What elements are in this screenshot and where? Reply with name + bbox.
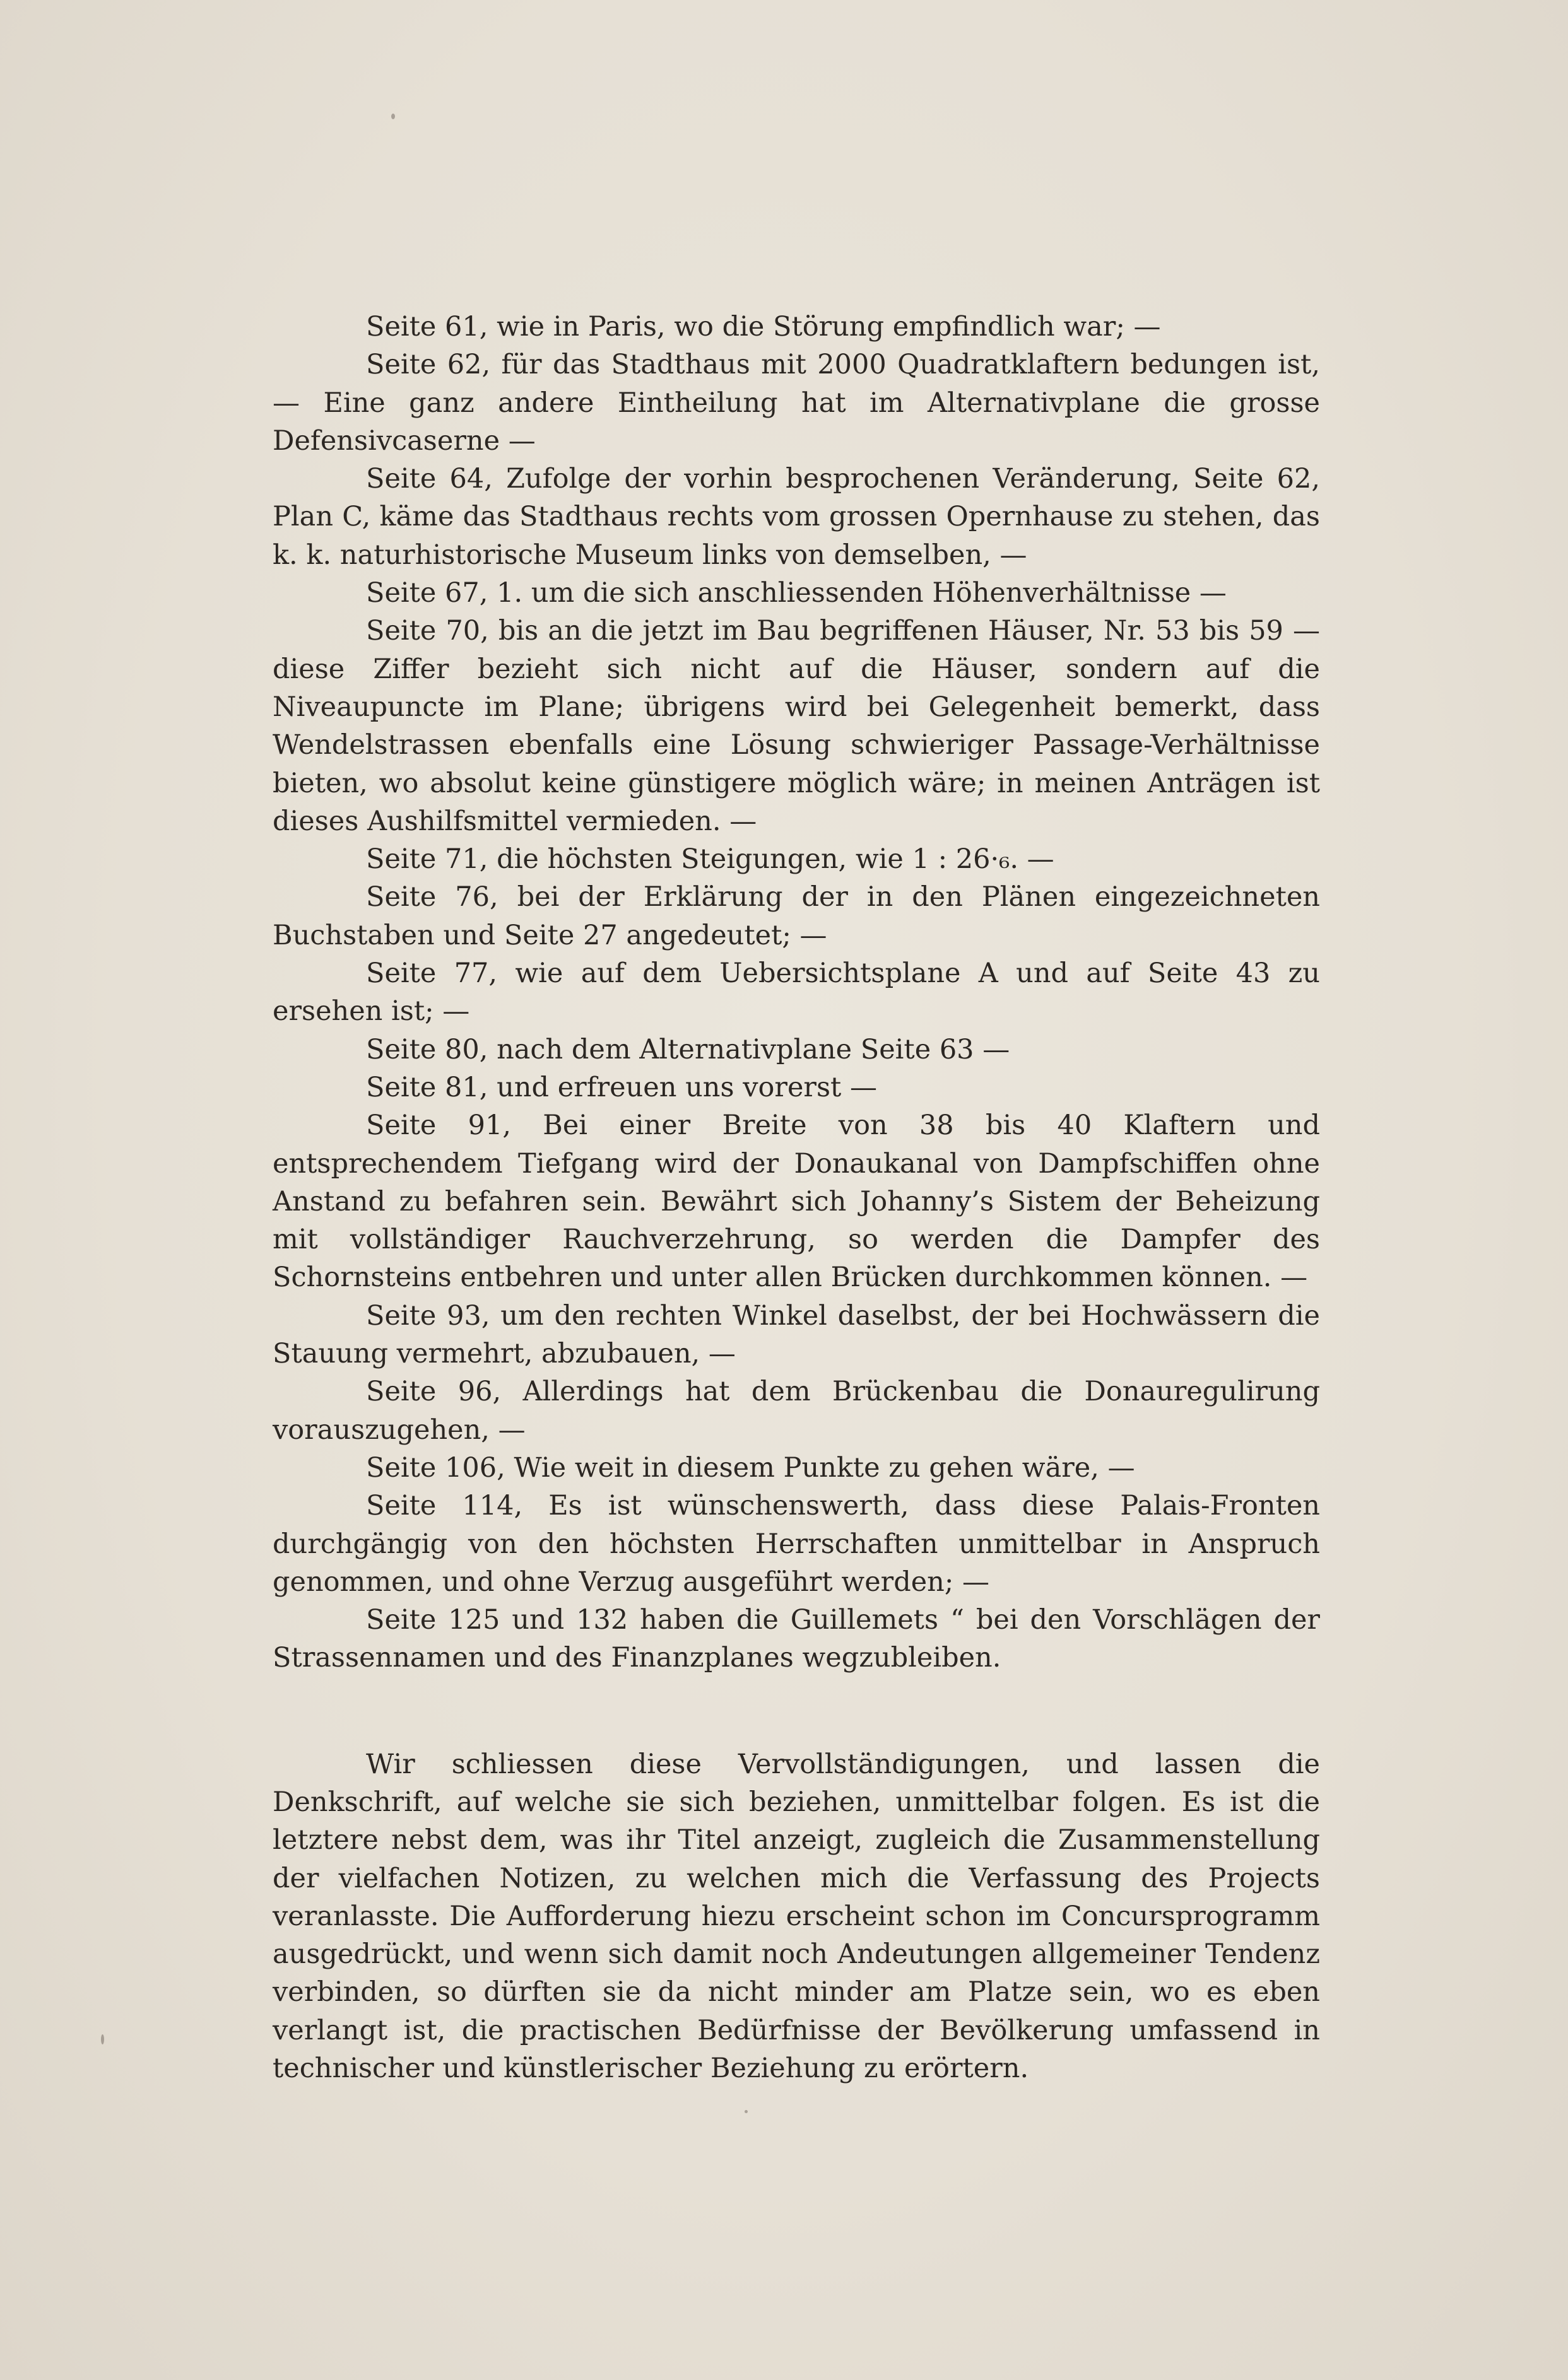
- errata-entry: Seite 67, 1. um die sich anschliessenden Höhenverhältnisse —: [366, 577, 1227, 609]
- closing-section: [273, 1745, 1320, 2088]
- errata-entry: Seite 61, wie in Paris, wo die Störung empfindlich war; —: [366, 311, 1161, 343]
- closing-paragraph: Wir schliessen diese Vervollständigungen, und lassen die Denkschrift, auf welche sie sich beziehen, unmittelbar folgen. Es ist die letztere nebst dem, was ihr Titel anzeigt, zugleich die Zusammenstellung der vielfachen Notizen, zu welchen mich die Verfassung des Projects veranlasste. Die Aufforderung hiezu erscheint schon im Concursprogramm ausgedrückt, und wenn sich damit noch Andeutungen allgemeiner Tendenz verbinden, so dürften sie da nicht minder am Platze sein, wo es eben verlangt ist, die practischen Bedürfnisse der Bevölkerung umfassend in technischer und künstlerischer Beziehung zu erörtern.: [273, 1748, 1320, 2085]
- errata-entry: Seite 106, Wie weit in diesem Punkte zu gehen wäre, —: [366, 1451, 1135, 1484]
- errata-entry: Seite 81, und erfreuen uns vorerst —: [366, 1071, 877, 1103]
- errata-entry: Seite 76, bei der Erklärung der in den Plänen eingezeichneten Buchstaben und Seite 27 angedeutet; —: [273, 881, 1320, 951]
- paper-speck: [391, 114, 395, 119]
- errata-entry: Seite 77, wie auf dem Uebersichtsplane A und auf Seite 43 zu ersehen ist; —: [273, 958, 1320, 1028]
- errata-entry: Seite 125 und 132 haben die Guillemets “ bei den Vorschlägen der Strassennamen und des Finanzplanes wegzubleiben.: [273, 1604, 1320, 1674]
- errata-entry: Seite 71, die höchsten Steigungen, wie 1 : 26·₆. —: [366, 843, 1054, 876]
- errata-entry: Seite 64, Zufolge der vorhin besprochenen Veränderung, Seite 62, Plan C, käme das Stadthaus rechts vom grossen Opernhause zu stehen, das k. k. naturhistorische Museum links von demselben, —: [273, 463, 1320, 571]
- errata-entry: Seite 93, um den rechten Winkel daselbst, der bei Hochwässern die Stauung vermehrt, abzubauen, —: [273, 1299, 1320, 1370]
- errata-entry: Seite 80, nach dem Alternativplane Seite 63 —: [366, 1033, 1010, 1065]
- paper-speck: [745, 2110, 748, 2113]
- errata-list: [273, 308, 1320, 1677]
- errata-entry: Seite 70, bis an die jetzt im Bau begriffenen Häuser, Nr. 53 bis 59 — diese Ziffer bezieht sich nicht auf die Häuser, sondern auf die Niveaupuncte im Plane; übrigens wird bei Gelegenheit bemerkt, dass Wendelstrassen ebenfalls eine Lösung schwieriger Passage-Verhältnisse bieten, wo absolut keine günstigere möglich wäre; in meinen Anträgen ist dieses Aushilfsmittel vermieden. —: [273, 615, 1320, 837]
- errata-entry: Seite 91, Bei einer Breite von 38 bis 40 Klaftern und entsprechendem Tiefgang wird der Donaukanal von Dampfschiffen ohne Anstand zu befahren sein. Bewährt sich Johanny’s Sistem der Beheizung mit vollständiger Rauchverzehrung, so werden die Dampfer des Schornsteins entbehren und unter allen Brücken durchkommen können. —: [273, 1110, 1320, 1294]
- errata-entry: Seite 62, für das Stadthaus mit 2000 Quadratklaftern bedungen ist, — Eine ganz andere Eintheilung hat im Alternativplane die grosse Defensivcaserne —: [273, 349, 1320, 457]
- section-gap: [273, 1677, 1320, 1745]
- text-block: [273, 308, 1320, 2087]
- paper-speck: [101, 2034, 104, 2044]
- errata-entry: Seite 114, Es ist wünschenswerth, dass diese Palais-Fronten durchgängig von den höchsten Herrschaften unmittelbar in Anspruch genommen, und ohne Verzug ausgeführt werden; —: [273, 1490, 1320, 1598]
- errata-entry: Seite 96, Allerdings hat dem Brückenbau die Donauregulirung vorauszugehen, —: [273, 1376, 1320, 1446]
